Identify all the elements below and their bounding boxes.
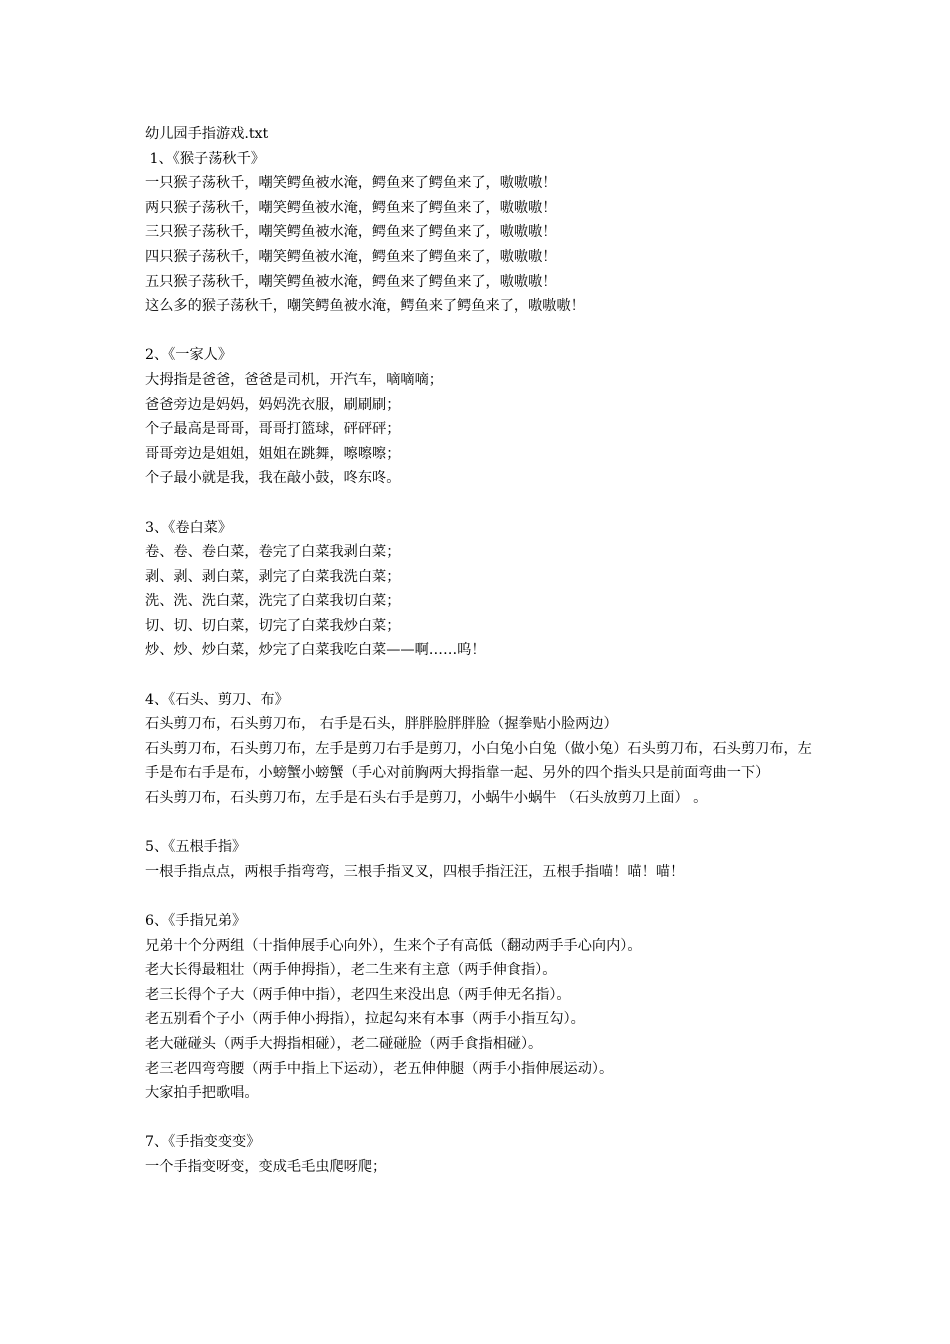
text-line: 三只猴子荡秋千，嘲笑鳄鱼被水淹，鳄鱼来了鳄鱼来了，嗷嗷嗷！: [145, 224, 557, 241]
document-body: [145, 122, 825, 1180]
blank-line: [145, 663, 825, 688]
text-line: 剥、剥、剥白菜，剥完了白菜我洗白菜；: [145, 568, 401, 585]
text-line: 老大碰碰头（两手大拇指相碰），老二碰碰脸（两手食指相碰）。: [145, 1035, 543, 1052]
text-line: 这么多的猴子荡秋千，嘲笑鳄鱼被水淹，鳄鱼来了鳄鱼来了，嗷嗷嗷！: [145, 298, 585, 315]
text-line: 个子最小就是我，我在敲小鼓，咚东咚。: [145, 470, 401, 487]
section-heading: 2、《一家人》: [145, 347, 233, 364]
blank-line: [145, 1106, 825, 1131]
text-line: 卷、卷、卷白菜，卷完了白菜我剥白菜；: [145, 544, 401, 561]
text-line: 老三长得个子大（两手伸中指），老四生来没出息（两手伸无名指）。: [145, 986, 571, 1003]
text-line: 洗、洗、洗白菜，洗完了白菜我切白菜；: [145, 593, 401, 610]
text-line: 大拇指是爸爸，爸爸是司机，开汽车，嘀嘀嘀；: [145, 371, 443, 388]
text-line: 一个手指变呀变，变成毛毛虫爬呀爬；: [145, 1158, 387, 1175]
text-line: 四只猴子荡秋千，嘲笑鳄鱼被水淹，鳄鱼来了鳄鱼来了，嗷嗷嗷！: [145, 248, 557, 265]
text-line: 老五别看个子小（两手伸小拇指），拉起勾来有本事（两手小指互勾）。: [145, 1011, 585, 1028]
document-title: 幼儿园手指游戏.txt: [145, 126, 269, 142]
blank-line: [145, 811, 825, 836]
text-line: 哥哥旁边是姐姐，姐姐在跳舞，嚓嚓嚓；: [145, 445, 401, 462]
section-heading: 1、《猴子荡秋千》: [145, 150, 265, 167]
text-line: 两只猴子荡秋千，嘲笑鳄鱼被水淹，鳄鱼来了鳄鱼来了，嗷嗷嗷！: [145, 199, 557, 216]
text-line: 个子最高是哥哥，哥哥打篮球，砰砰砰；: [145, 421, 401, 438]
section-heading: 3、《卷白菜》: [145, 519, 233, 536]
text-line: 老大长得最粗壮（两手伸拇指），老二生来有主意（两手伸食指）。: [145, 962, 557, 979]
text-line: 石头剪刀布，石头剪刀布， 右手是石头，胖胖脸胖胖脸（握拳贴小脸两边）: [145, 716, 618, 733]
text-line: 一根手指点点，两根手指弯弯，三根手指叉叉，四根手指汪汪，五根手指喵！喵！喵！: [145, 863, 685, 880]
text-line: 炒、炒、炒白菜，炒完了白菜我吃白菜——啊……呜！: [145, 642, 486, 659]
section-heading: 7、《手指变变变》: [145, 1134, 261, 1151]
text-line: 大家拍手把歌唱。: [145, 1085, 259, 1102]
text-line: 切、切、切白菜，切完了白菜我炒白菜；: [145, 617, 401, 634]
section-heading: 6、《手指兄弟》: [145, 913, 247, 929]
text-line: 五只猴子荡秋千，嘲笑鳄鱼被水淹，鳄鱼来了鳄鱼来了，嗷嗷嗷！: [145, 273, 557, 290]
section-heading: 4、《石头、剪刀、布》: [145, 691, 289, 708]
section-heading: 5、《五根手指》: [145, 839, 247, 856]
text-line: 兄弟十个分两组（十指伸展手心向外），生来个子有高低（翻动两手手心向内）。: [145, 937, 642, 954]
text-line: 石头剪刀布，石头剪刀布，左手是剪刀右手是剪刀，小白兔小白兔（做小兔）石头剪刀布，石头剪刀布，左手是布右手是布，小螃蟹小螃蟹（手心对前胸两大拇指靠一起、另外的四个指头只是前面弯曲一下）: [145, 740, 812, 782]
blank-line: [145, 319, 825, 344]
text-line: 石头剪刀布，石头剪刀布，左手是石头右手是剪刀，小蜗牛小蜗牛 （石头放剪刀上面） 。: [145, 790, 708, 807]
text-line: 老三老四弯弯腰（两手中指上下运动），老五伸伸腿（两手小指伸展运动）。: [145, 1060, 614, 1077]
document-lines: [145, 147, 825, 1180]
blank-line: [145, 491, 825, 516]
blank-line: [145, 884, 825, 909]
text-line: 爸爸旁边是妈妈，妈妈洗衣服，刷刷刷；: [145, 396, 401, 413]
text-line: 一只猴子荡秋千，嘲笑鳄鱼被水淹，鳄鱼来了鳄鱼来了，嗷嗷嗷！: [145, 175, 557, 192]
